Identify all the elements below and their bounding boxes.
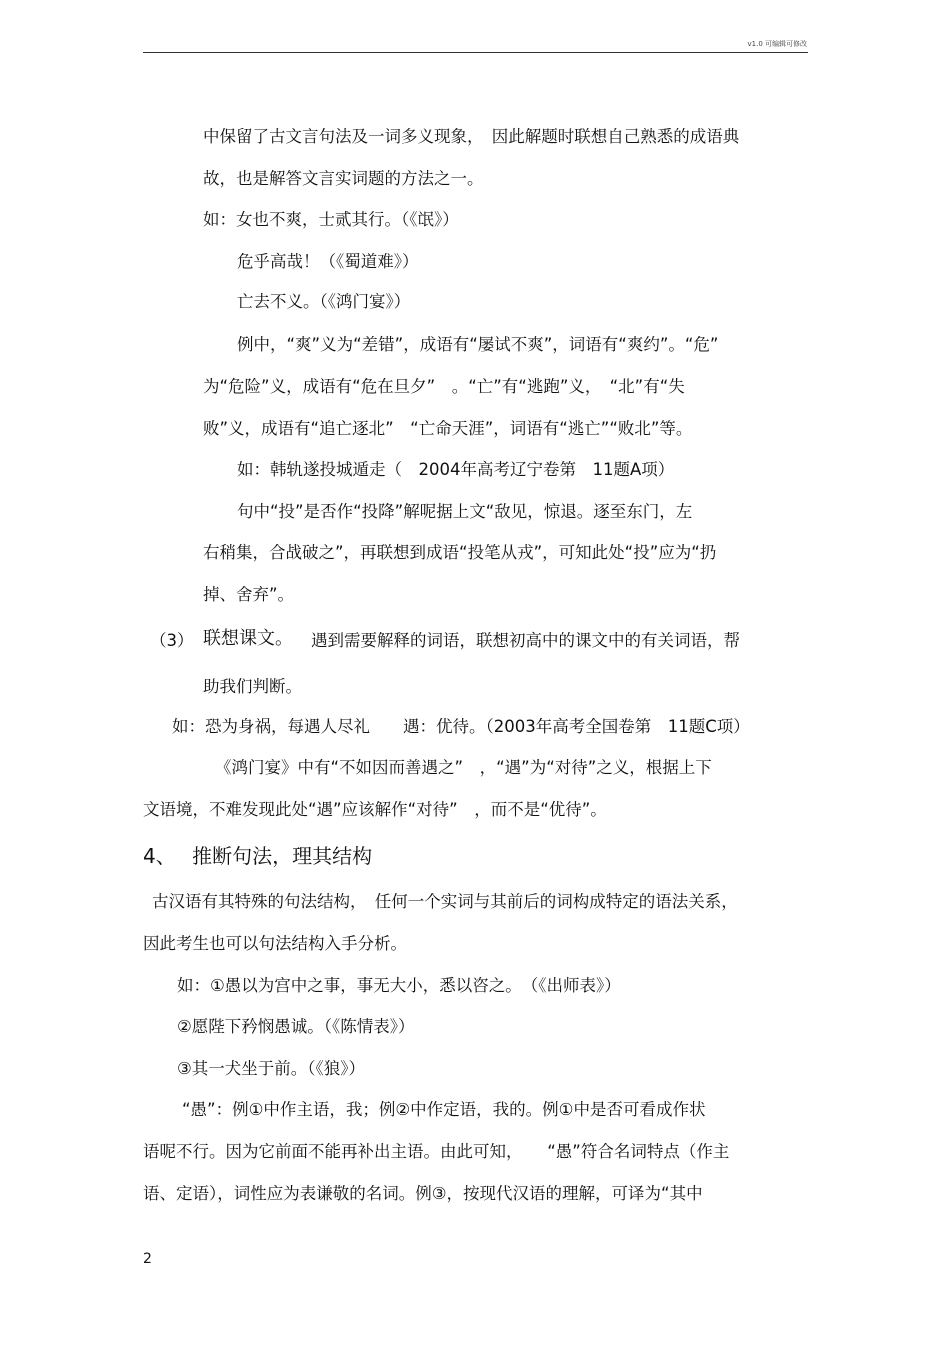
example-line: 如：女也不爽，士贰其行。（《氓》） xyxy=(203,210,459,229)
body-line: 句中“投”是否作“投降”解呢据上文“敌见，惊退。逐至东门，左 xyxy=(237,502,693,521)
section-3-label: 联想课文。 xyxy=(203,628,293,649)
example-line: ③其一犬坐于前。（《狼》） xyxy=(177,1059,366,1078)
body-line: 中保留了古文言句法及一词多义现象， 因此解题时联想自己熟悉的成语典 xyxy=(203,127,740,146)
body-line: 掉、舍弃”。 xyxy=(203,585,295,604)
body-line: 故，也是解答文言实词题的方法之一。 xyxy=(203,169,484,188)
body-line: 古汉语有其特殊的句法结构， 任何一个实词与其前后的词构成特定的语法关系， xyxy=(152,892,738,911)
body-line: 语呢不行。因为它前面不能再补出主语。由此可知， “愚”符合名词特点（作主 xyxy=(143,1142,730,1161)
body-line: 为“危险”义，成语有“危在旦夕” 。“亡”有“逃跑”义， “北”有“失 xyxy=(203,377,685,396)
body-line: 《鸿门宴》中有“不如因而善遇之” ，“遇”为“对待”之义，根据上下 xyxy=(215,758,712,777)
example-line: 如：①愚以为宫中之事，事无大小，悉以咨之。 （《出师表》） xyxy=(177,976,621,995)
header-version-note: v1.0 可编辑可修改 xyxy=(747,40,807,48)
body-line: 因此考生也可以句法结构入手分析。 xyxy=(143,934,407,953)
body-line: 例中，“爽”义为“差错”，成语有“屡试不爽”，词语有“爽约”。“危” xyxy=(237,335,719,354)
example-line: 如：恐为身祸，每遇人尽礼 遇：优待。（2003年高考全国卷第 11题C项） xyxy=(172,717,750,736)
page-number: 2 xyxy=(143,1251,152,1267)
body-line: 文语境，不难发现此处“遇”应该解作“对待” ，而不是“优待”。 xyxy=(143,800,607,819)
body-line: “愚”：例①中作主语，我；例②中作定语，我的。例①中是否可看成作状 xyxy=(182,1100,706,1119)
body-line: 右稍集，合战破之”，再联想到成语“投笔从戎”，可知此处“投”应为“扔 xyxy=(203,543,717,562)
body-line: 败”义，成语有“追亡逐北” “亡命天涯”，词语有“逃亡”“败北”等。 xyxy=(203,419,693,438)
section-4-heading: 4、 推断句法，理其结构 xyxy=(143,844,373,868)
section-3-number: （3） xyxy=(150,631,194,650)
example-line: 危乎高哉！（《蜀道难》） xyxy=(237,252,419,271)
header-rule xyxy=(143,52,808,53)
section-3-text: 助我们判断。 xyxy=(203,677,302,696)
example-line: 亡去不义。（《鸿门宴》） xyxy=(237,292,411,311)
body-line: 语、定语），词性应为表谦敬的名词。例③，按现代汉语的理解，可译为“其中 xyxy=(143,1184,703,1203)
section-3-text: 遇到需要解释的词语，联想初高中的课文中的有关词语，帮 xyxy=(311,631,740,650)
example-line: 如：韩轨遂投城遁走（ 2004年高考辽宁卷第 11题A项） xyxy=(237,460,675,479)
example-line: ②愿陛下矜悯愚诚。（《陈情表》） xyxy=(177,1017,415,1036)
